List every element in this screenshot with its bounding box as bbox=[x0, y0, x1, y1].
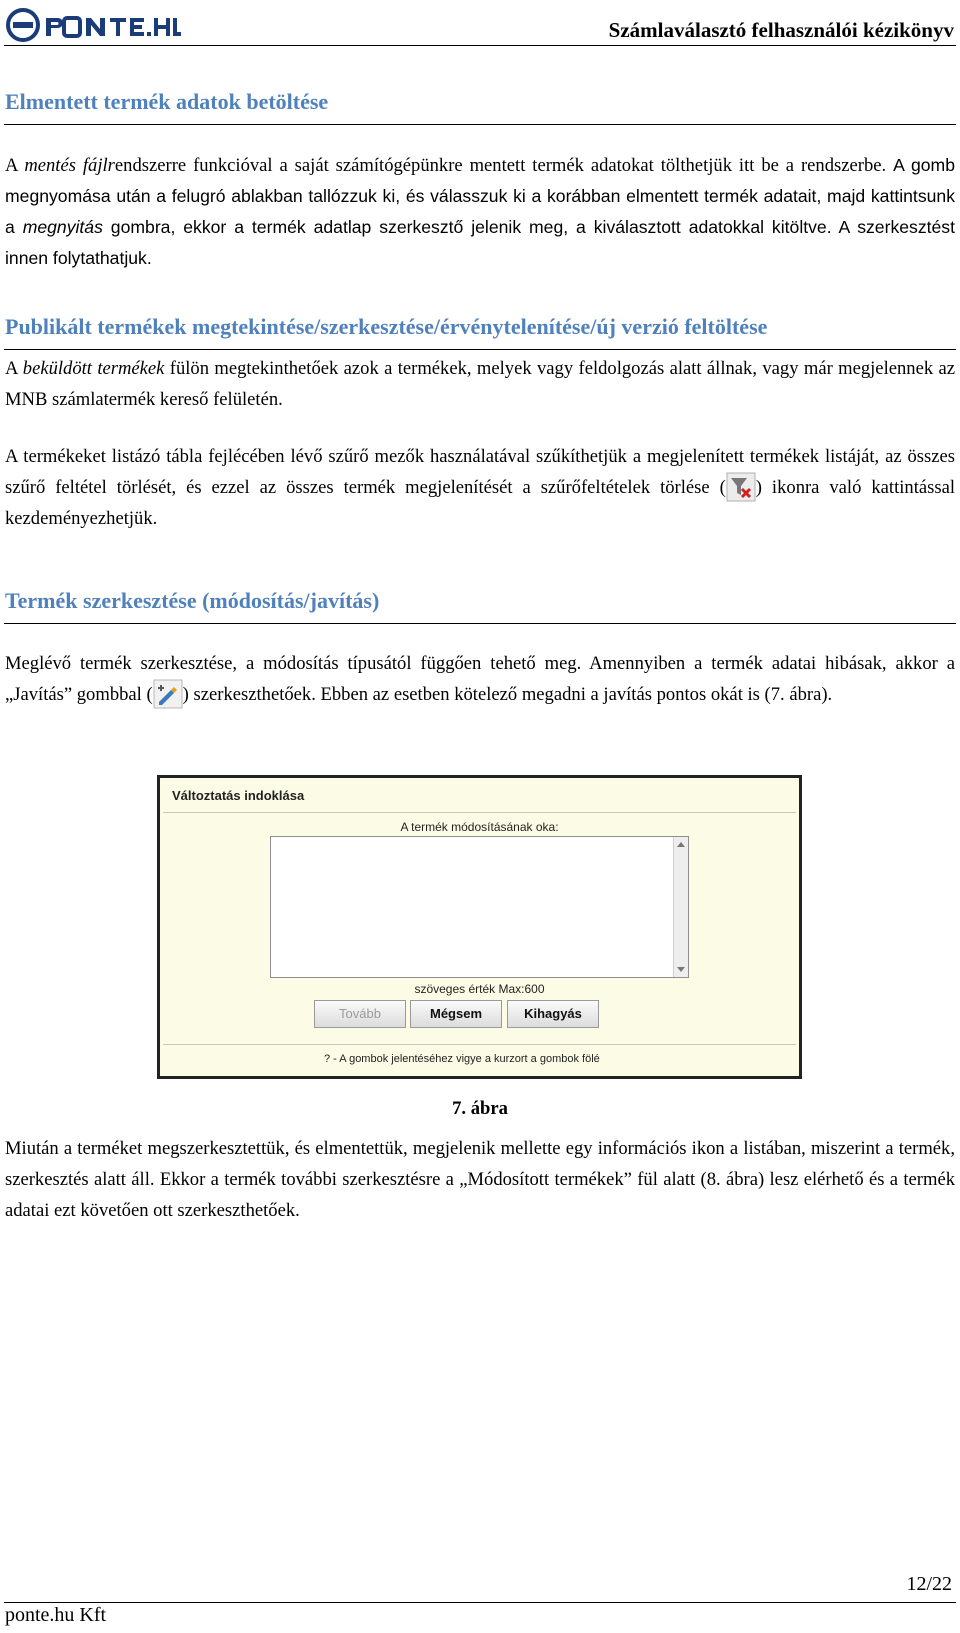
figure-caption: 7. ábra bbox=[452, 1098, 508, 1119]
dialog-divider bbox=[163, 1044, 796, 1045]
section-heading-published: Publikált termékek megtekintése/szerkesztése/érvénytelenítése/új verzió feltöltése bbox=[5, 314, 768, 339]
ponte-logo bbox=[6, 6, 182, 44]
max-length-text: szöveges érték Max:600 bbox=[414, 982, 545, 996]
header-divider bbox=[4, 45, 956, 46]
filter-clear-icon bbox=[726, 472, 756, 502]
textarea-scrollbar[interactable] bbox=[673, 837, 688, 977]
heading-divider bbox=[4, 623, 956, 624]
page-number: 12/22 bbox=[906, 1573, 952, 1595]
heading-divider bbox=[4, 349, 956, 350]
reason-textarea[interactable] bbox=[270, 836, 689, 978]
document-title: Számlaválasztó felhasználói kézikönyv bbox=[608, 18, 954, 42]
cancel-button[interactable]: Mégsem bbox=[410, 1000, 502, 1028]
paragraph-filter: A termékeket listázó tábla fejlécében lévő szűrő mezők használatával szűkíthetjük a megjelenített termékek listáját, az összes szűrő feltétel törlését, és ezzel az összes termék megjelenítését a szűrőfeltételek törlése ( ) ikonra való kattintással kezdeményezhetjük. bbox=[5, 446, 956, 529]
paragraph-published-tab: A beküldött termékek fülön megtekinthetőek azok a termékek, melyek vagy feldolgozás alatt állnak, vagy már megjelennek az MNB számlatermék kereső felületén. bbox=[5, 358, 955, 410]
scroll-up-icon[interactable] bbox=[677, 842, 685, 847]
next-button[interactable]: Tovább bbox=[314, 1000, 406, 1028]
paragraph-after-edit: Miután a terméket megszerkesztettük, és elmentettük, megjelenik mellette egy információs ikon a listában, miszerint a termék, szerkesztés alatt áll. Ekkor a termék további szerkesztésre a „Módosított termékek” fül alatt (8. ábra) lesz elérhető és a termék adatai ezt követően ott szerkeszthetőek. bbox=[5, 1138, 955, 1221]
section-heading-edit: Termék szerkesztése (módosítás/javítás) bbox=[5, 588, 380, 613]
paragraph-load: A mentés fájlrendszerre funkcióval a saját számítógépünkre mentett termék adatokat tölthetjük itt be a rendszerbe. A gomb megnyomása után a felugró ablakban tallózzuk ki, és válasszuk ki a korábban elmentett termék adatait, majd kattintsunk a megnyitás gombra, ekkor a termék adatlap szerkesztő jelenik meg, a kiválasztott adatokkal kitöltve. A szerkesztést innen folytathatjuk. bbox=[5, 155, 955, 268]
button-hint: ? - A gombok jelentéséhez vigye a kurzort a gombok fölé bbox=[324, 1053, 600, 1065]
skip-button[interactable]: Kihagyás bbox=[507, 1000, 599, 1028]
dialog-divider bbox=[163, 812, 796, 813]
change-reason-dialog bbox=[157, 775, 802, 1079]
reason-label: A termék módosításának oka: bbox=[400, 820, 559, 834]
section-heading-load: Elmentett termék adatok betöltése bbox=[5, 89, 329, 114]
scroll-down-icon[interactable] bbox=[677, 967, 685, 972]
paragraph-edit: Meglévő termék szerkesztése, a módosítás típusától függően tehető meg. Amennyiben a termék adatai hibásak, akkor a „Javítás” gombbal ( ) szerkeszthetőek. Ebben az esetben kötelező megadni a javítás pontos okát is (7. ábra). bbox=[5, 648, 955, 710]
dialog-title: Változtatás indoklása bbox=[172, 788, 305, 803]
heading-divider bbox=[4, 124, 956, 125]
footer-divider bbox=[4, 1602, 956, 1603]
edit-fix-icon bbox=[153, 679, 183, 709]
footer-company: ponte.hu Kft bbox=[5, 1604, 107, 1626]
